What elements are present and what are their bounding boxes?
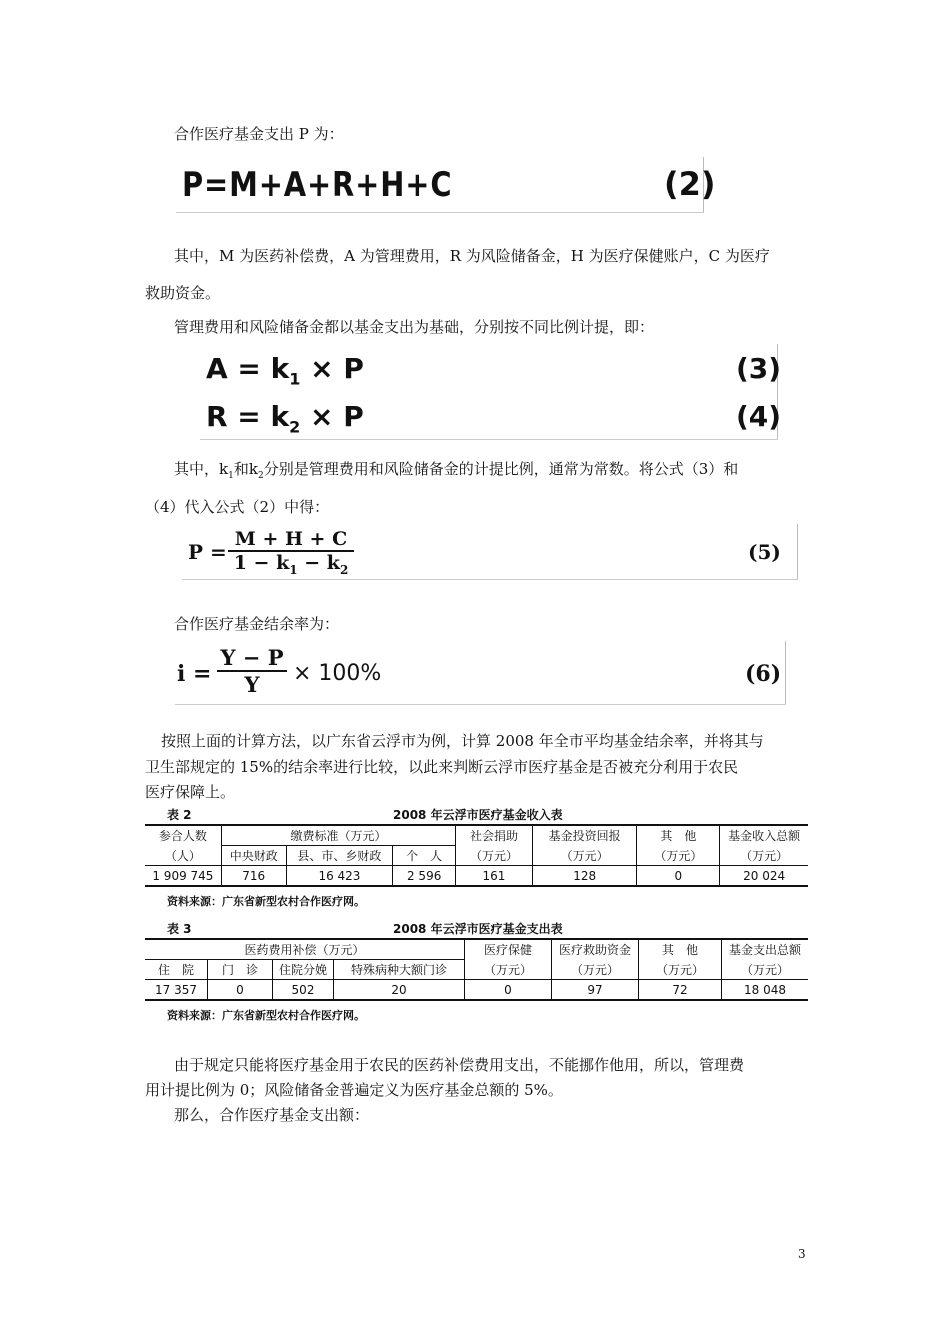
table-2-header-people: 参合人数 <box>145 825 221 846</box>
table-2-label: 表 2 <box>167 808 192 822</box>
text-line: （4）代入公式（2）中得： <box>145 498 330 516</box>
table-cell: 0 <box>208 980 273 1001</box>
table-3-block <box>145 918 808 1023</box>
table-3-header-birth: 住院分娩 <box>273 960 334 980</box>
table-3-unit: （万元） <box>639 960 722 980</box>
table-3-header-total: 基金支出总额 <box>728 943 801 958</box>
formula-2-expression: P=M+A+R+H+C <box>182 165 453 205</box>
table-2-unit: （人） <box>145 846 221 866</box>
table-2 <box>145 824 808 887</box>
text-line: 按照上面的计算方法，以广东省云浮市为例，计算 2008 年全市平均基金结余率，并将其与 <box>161 732 764 750</box>
formula-6-numerator: Y − P <box>220 645 284 670</box>
text-line: 其中，M 为医药补偿费，A 为管理费用，R 为风险储备金，H 为医疗保健账户，C 为医疗 <box>174 247 770 265</box>
table-2-unit: （万元） <box>532 846 637 866</box>
table-cell: 72 <box>639 980 722 1001</box>
table-2-header-total: 基金收入总额 <box>728 829 801 844</box>
table-2-source: 资料来源：广东省新型农村合作医疗网。 <box>167 895 365 908</box>
table-cell: 18 048 <box>744 982 786 997</box>
table-cell: 20 024 <box>743 868 786 883</box>
table-cell: 161 <box>456 866 533 887</box>
table-3-header-special: 特殊病种大额门诊 <box>334 960 465 980</box>
formula-5-denominator: $1 - k_1 - k_2$ <box>233 552 349 577</box>
formula-4-expression: $R = k_2 \times P$ <box>206 400 364 437</box>
table-3-header-outpatient: 门 诊 <box>208 960 273 980</box>
table-cell: 716 <box>221 866 286 887</box>
formula-6-rhs: × 100% <box>293 661 382 686</box>
table-2-header-donate: 社会捐助 <box>456 825 533 846</box>
page-number: 3 <box>798 1247 806 1261</box>
formula-6-lhs: i = <box>177 661 212 687</box>
table-2-header-central: 中央财政 <box>221 846 286 866</box>
table-3-unit: （万元） <box>740 962 789 977</box>
table-3-unit: （万元） <box>465 960 552 980</box>
table-3 <box>145 938 808 1001</box>
text-line: 救助资金。 <box>145 284 221 302</box>
text-line: 由于规定只能将医疗基金用于农民的医药补偿费用支出，不能挪作他用，所以，管理费 <box>174 1056 745 1074</box>
table-2-header-pay: 缴费标准（万元） <box>221 825 455 846</box>
text-line: 用计提比例为 0；风险储备金普遍定义为医疗基金总额的 5%。 <box>145 1081 563 1099</box>
text-line: 卫生部规定的 15%的结余率进行比较，以此来判断云浮市医疗基金是否被充分利用于农民 <box>145 758 739 776</box>
table-row <box>145 980 808 1001</box>
table-cell: 0 <box>465 980 552 1001</box>
formula-2-number: (2) <box>664 165 716 203</box>
table-3-header-health: 医疗保健 <box>465 939 552 960</box>
table-cell: 128 <box>532 866 637 887</box>
table-3-title: 2008 年云浮市医疗基金支出表 <box>393 922 563 936</box>
text-line: 医疗保障上。 <box>145 783 236 801</box>
formula-5-numerator: M + H + C <box>234 528 348 550</box>
formula-3-4 <box>200 344 782 440</box>
formula-6-number: (6) <box>745 661 782 687</box>
table-cell: 20 <box>334 980 465 1001</box>
formula-5-lhs: P = <box>188 540 227 564</box>
table-3-header-aid: 医疗救助资金 <box>552 939 639 960</box>
table-cell: 16 423 <box>286 866 393 887</box>
table-2-header-invest: 基金投资回报 <box>532 825 637 846</box>
table-2-unit: （万元） <box>637 846 720 866</box>
table-3-header-other: 其 他 <box>639 939 722 960</box>
formula-6-denominator: Y <box>244 672 260 697</box>
table-cell: 502 <box>273 980 334 1001</box>
formula-4-number: (4) <box>736 400 782 433</box>
table-row <box>145 866 808 887</box>
table-2-unit: （万元） <box>740 848 789 863</box>
table-3-unit: （万元） <box>552 960 639 980</box>
table-cell: 97 <box>552 980 639 1001</box>
formula-5 <box>182 524 798 580</box>
table-cell: 1 909 745 <box>145 866 221 887</box>
table-2-header-other: 其 他 <box>637 825 720 846</box>
table-cell: 17 357 <box>145 980 208 1001</box>
table-cell: 0 <box>637 866 720 887</box>
table-2-title: 2008 年云浮市医疗基金收入表 <box>393 808 563 822</box>
text-line: 其中，$k_1$和$k_2$分别是管理费用和风险储备金的计提比例，通常为常数。将公式（3）和 <box>174 460 739 481</box>
formula-6 <box>175 641 786 705</box>
formula-3-number: (3) <box>736 352 782 385</box>
table-3-label: 表 3 <box>167 922 192 936</box>
table-2-header-county: 县、市、乡财政 <box>286 846 393 866</box>
text-line: 合作医疗基金支出 P 为： <box>174 125 344 143</box>
table-2-unit: （万元） <box>456 846 533 866</box>
formula-6-fraction <box>217 645 287 697</box>
table-2-block <box>145 804 808 909</box>
formula-2 <box>176 157 716 213</box>
table-3-source: 资料来源：广东省新型农村合作医疗网。 <box>167 1009 365 1022</box>
text-line: 管理费用和风险储备金都以基金支出为基础，分别按不同比例计提，即： <box>174 318 655 336</box>
formula-5-number: (5) <box>748 540 781 564</box>
formula-3-expression: $A = k_1 \times P$ <box>206 352 364 389</box>
table-cell: 2 596 <box>393 866 456 887</box>
formula-5-fraction <box>228 528 354 577</box>
table-3-header-comp: 医药费用补偿（万元） <box>145 939 465 960</box>
text-line: 那么，合作医疗基金支出额： <box>174 1106 370 1124</box>
table-2-header-individual: 个 人 <box>393 846 456 866</box>
table-3-header-inpatient: 住 院 <box>145 960 208 980</box>
text-line: 合作医疗基金结余率为： <box>174 615 340 633</box>
